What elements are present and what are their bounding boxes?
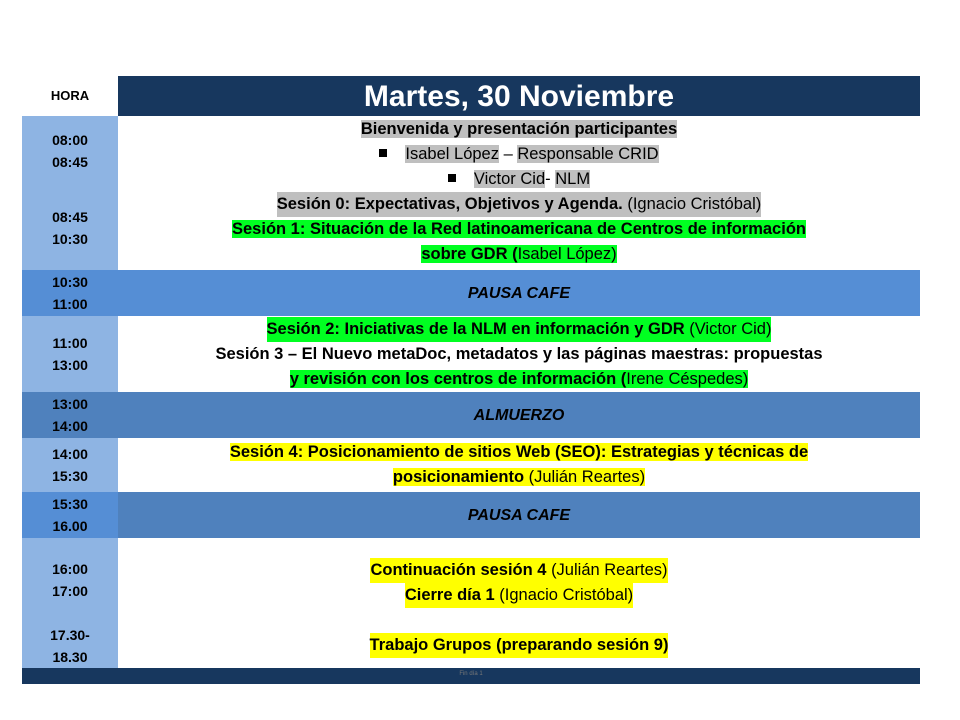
welcome-cell (118, 116, 920, 186)
closing-day-1: Cierre día 1 (Ignacio Cristóbal) (405, 583, 633, 608)
row-session-4 (22, 438, 920, 492)
row-pausa-cafe-2 (22, 492, 920, 538)
footer-bar (22, 668, 920, 684)
time-cell: 15:30 16.00 (22, 492, 118, 538)
row-sessions-0-1 (22, 186, 920, 270)
row-sessions-2-3 (22, 316, 920, 392)
sessions-2-3-cell: Sesión 2: Iniciativas de la NLM en información y GDR (Victor Cid) Sesión 3 – El Nuevo metaDoc, metadatos y las páginas maestras: propuestas y revisión con los centros de información (Irene Céspedes) (118, 316, 920, 392)
continuation-session-4: Continuación sesión 4 (Julián Reartes) (370, 558, 667, 583)
header-row (22, 76, 920, 116)
day-title: Martes, 30 Noviembre (118, 76, 920, 116)
time-cell: 08:00 08:45 (22, 116, 118, 186)
bullet-icon (379, 149, 387, 157)
time-cell: 08:45 10:30 (22, 186, 118, 270)
row-afternoon (22, 538, 920, 668)
hora-header: HORA (22, 76, 118, 116)
row-welcome (22, 116, 920, 186)
session-4: Sesión 4: Posicionamiento de sitios Web (SEO): Estrategias y técnicas de (229, 443, 809, 461)
pausa-cafe-2: PAUSA CAFE (118, 492, 920, 538)
almuerzo-cell: ALMUERZO (118, 392, 920, 438)
session-2: Sesión 2: Iniciativas de la NLM en información y GDR (Victor Cid) (267, 317, 772, 342)
session-3: Sesión 3 – El Nuevo metaDoc, metadatos y las páginas maestras: propuestas (215, 344, 823, 363)
welcome-title: Bienvenida y presentación participantes (360, 120, 678, 138)
session-0: Sesión 0: Expectativas, Objetivos y Agenda. (Ignacio Cristóbal) (277, 192, 761, 217)
welcome-bullet-1: Isabel López – Responsable CRID (379, 142, 658, 167)
time-cell: 16:00 17:00 17.30- 18.30 (22, 538, 118, 668)
row-almuerzo (22, 392, 920, 438)
session-1: Sesión 1: Situación de la Red latinoamericana de Centros de información (232, 220, 806, 238)
group-work: Trabajo Grupos (preparando sesión 9) (370, 633, 669, 658)
time-cell: 10:30 11:00 (22, 270, 118, 316)
time-cell: 13:00 14:00 (22, 392, 118, 438)
pausa-cafe-1: PAUSA CAFE (118, 270, 920, 316)
sessions-0-1-cell: Sesión 0: Expectativas, Objetivos y Agenda. (Ignacio Cristóbal) Sesión 1: Situación de la Red latinoamericana de Centros de información sobre GDR (Isabel López) (118, 186, 920, 270)
row-pausa-cafe-1 (22, 270, 920, 316)
footer-text: Fin día 1 (459, 671, 483, 677)
time-cell: 11:00 13:00 (22, 316, 118, 392)
time-cell: 14:00 15:30 (22, 438, 118, 492)
session-4-cell: Sesión 4: Posicionamiento de sitios Web (SEO): Estrategias y técnicas de posicionamiento (Julián Reartes) (118, 438, 920, 492)
bullet-icon (448, 174, 456, 182)
welcome-bullet-2: Victor Cid- NLM (448, 167, 590, 192)
afternoon-cell (118, 538, 920, 668)
agenda-table (22, 76, 920, 668)
